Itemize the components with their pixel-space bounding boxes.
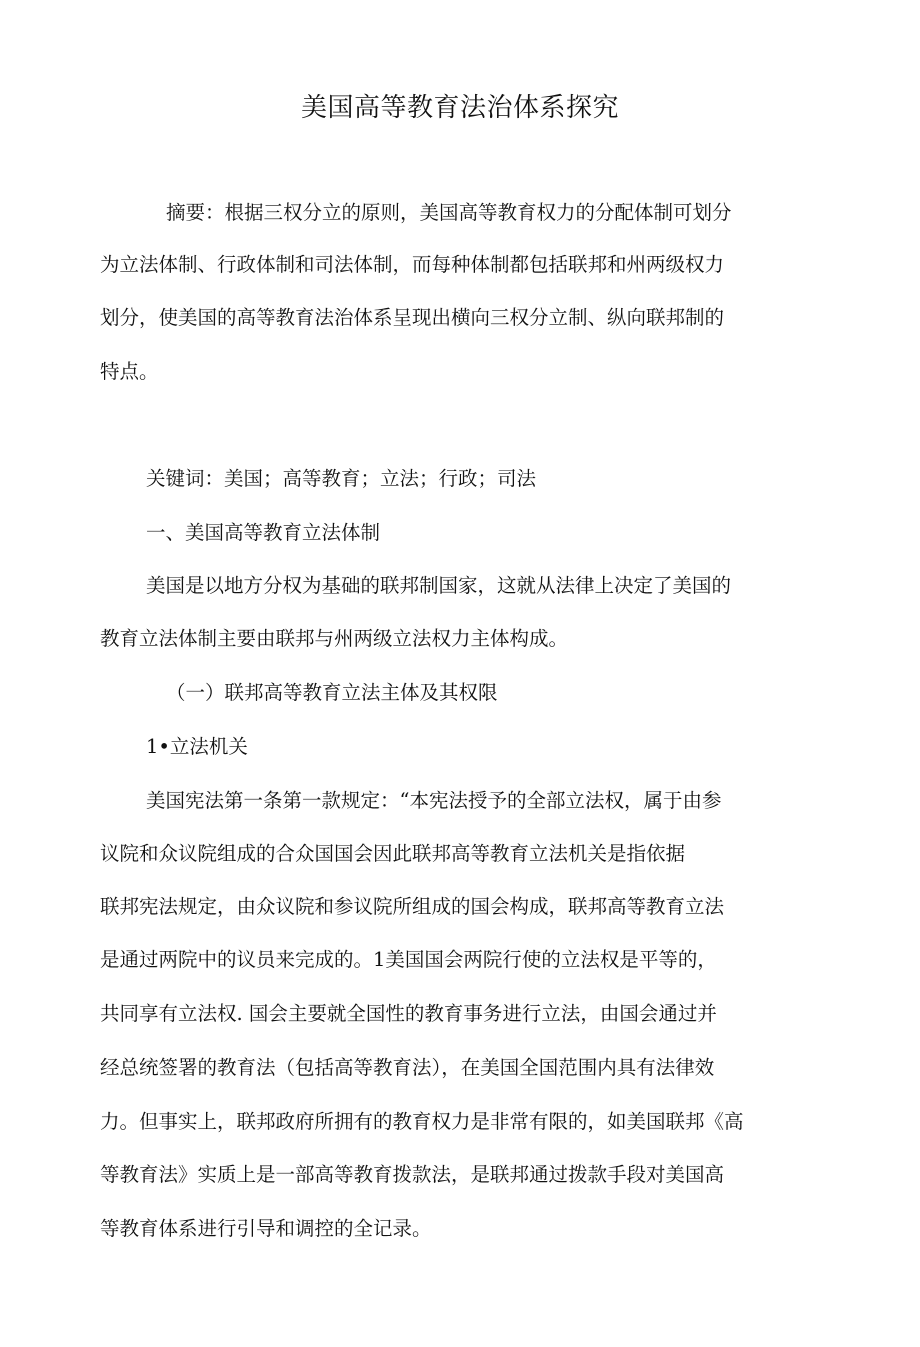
body-line: 等教育法》实质上是一部高等教育拨款法，是联邦通过拨款手段对美国高 <box>100 1163 725 1186</box>
body-line: 美国宪法第一条第一款规定：“本宪法授予的全部立法权，属于由参 <box>146 789 722 812</box>
subsection-heading: （一）联邦高等教育立法主体及其权限 <box>166 681 498 704</box>
item-heading: 1•立法机关 <box>146 735 248 758</box>
abstract-line: 特点。 <box>100 360 159 383</box>
paragraph-line: 美国是以地方分权为基础的联邦制国家，这就从法律上决定了美国的 <box>146 574 732 597</box>
body-line: 联邦宪法规定，由众议院和参议院所组成的国会构成，联邦高等教育立法 <box>100 895 725 918</box>
section-heading: 一、美国高等教育立法体制 <box>146 521 381 544</box>
abstract-line: 摘要：根据三权分立的原则，美国高等教育权力的分配体制可划分 <box>166 201 732 224</box>
keywords-line: 关键词：美国；高等教育；立法；行政；司法 <box>146 467 537 490</box>
body-line: 共同享有立法权. 国会主要就全国性的教育事务进行立法，由国会通过并 <box>100 1002 717 1025</box>
body-line: 是通过两院中的议员来完成的。1美国国会两院行使的立法权是平等的， <box>100 948 717 971</box>
body-line: 经总统签署的教育法（包括高等教育法），在美国全国范围内具有法律效 <box>100 1056 715 1079</box>
abstract-line: 划分，使美国的高等教育法治体系呈现出横向三权分立制、纵向联邦制的 <box>100 306 725 329</box>
body-line: 等教育体系进行引导和调控的全记录。 <box>100 1217 432 1240</box>
body-line: 议院和众议院组成的合众国国会因此联邦高等教育立法机关是指依据 <box>100 842 686 865</box>
body-line: 力。但事实上，联邦政府所拥有的教育权力是非常有限的，如美国联邦《高 <box>100 1110 744 1133</box>
paragraph-line: 教育立法体制主要由联邦与州两级立法权力主体构成。 <box>100 627 569 650</box>
abstract-line: 为立法体制、行政体制和司法体制，而每种体制都包括联邦和州两级权力 <box>100 253 725 276</box>
document-title: 美国高等教育法治体系探究 <box>300 93 619 123</box>
